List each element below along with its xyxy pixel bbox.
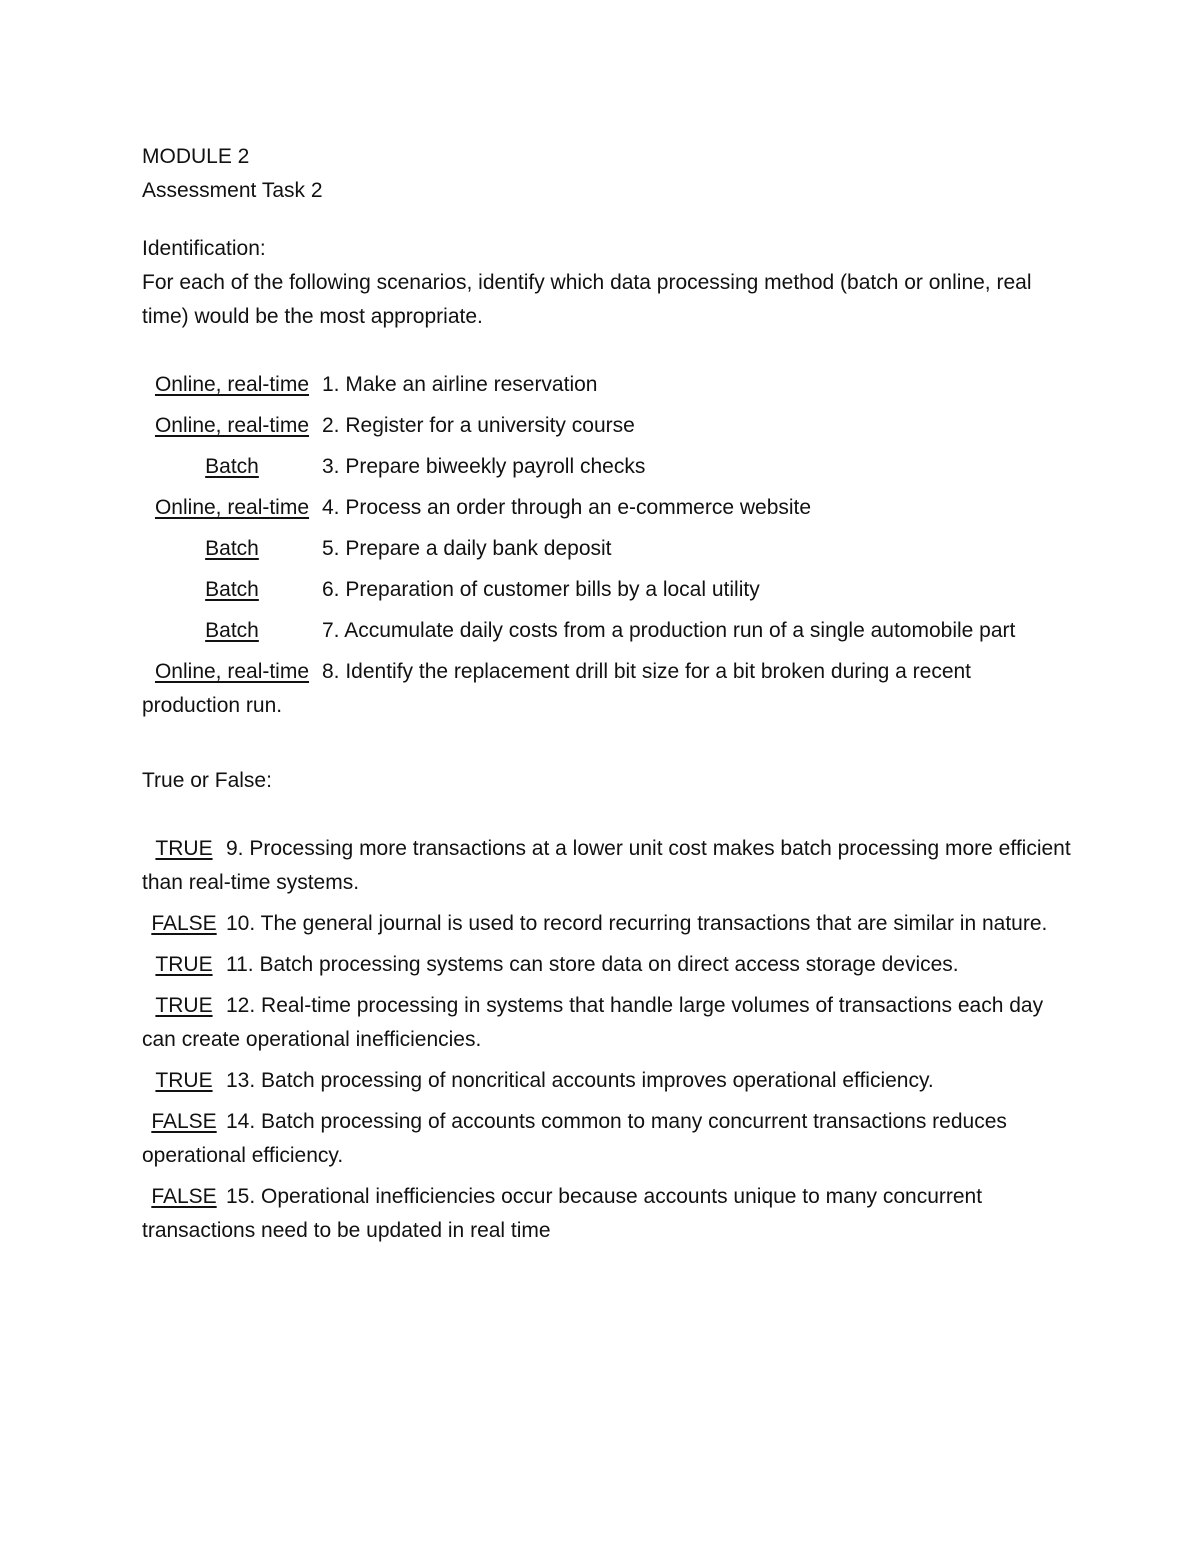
module-title: MODULE 2 xyxy=(142,145,250,168)
answer-blank: Online, real-time xyxy=(154,414,310,437)
answer-blank: Online, real-time xyxy=(154,373,310,396)
true-false-item-12 xyxy=(142,989,1072,1057)
item-text: 12. Real-time processing in systems that handle large volumes of transactions each day can create operational inefficiencies. xyxy=(142,994,1044,1051)
item-text: 7. Accumulate daily costs from a production run of a single automobile part xyxy=(322,619,1016,642)
answer-blank: Online, real-time xyxy=(154,496,310,519)
answer-blank: Batch xyxy=(205,578,259,601)
item-text: 13. Batch processing of noncritical accounts improves operational efficiency. xyxy=(226,1069,934,1092)
identification-item-4 xyxy=(142,491,1072,525)
identification-item-8 xyxy=(142,655,1072,723)
true-false-item-13 xyxy=(142,1064,1072,1098)
true-false-heading: True or False: xyxy=(142,769,272,792)
true-false-item-10 xyxy=(142,907,1072,941)
identification-list xyxy=(142,368,1072,723)
answer-blank: FALSE xyxy=(151,1185,217,1208)
identification-instructions: For each of the following scenarios, identify which data processing method (batch or online, real time) would be the most appropriate. xyxy=(142,271,1032,328)
item-text: 2. Register for a university course xyxy=(322,414,635,437)
item-text: 4. Process an order through an e-commerce website xyxy=(322,496,812,519)
item-text: 15. Operational inefficiencies occur because accounts unique to many concurrent transactions need to be updated in real time xyxy=(142,1185,983,1242)
answer-blank: TRUE xyxy=(155,994,213,1017)
answer-blank: TRUE xyxy=(155,837,213,860)
identification-heading: Identification: xyxy=(142,237,266,260)
identification-item-2 xyxy=(142,409,1072,443)
answer-blank: Batch xyxy=(205,455,259,478)
identification-item-3 xyxy=(142,450,1072,484)
true-false-item-9 xyxy=(142,832,1072,900)
identification-item-6 xyxy=(142,573,1072,607)
true-false-item-14 xyxy=(142,1105,1072,1173)
item-text: 8. Identify the replacement drill bit size for a bit broken during a recent production run. xyxy=(142,660,972,717)
item-text: 10. The general journal is used to record recurring transactions that are similar in nature. xyxy=(226,912,1048,935)
document-page xyxy=(142,140,1072,1255)
item-text: 1. Make an airline reservation xyxy=(322,373,598,396)
answer-blank: Batch xyxy=(205,537,259,560)
item-text: 9. Processing more transactions at a lower unit cost makes batch processing more efficient than real-time systems. xyxy=(142,837,1071,894)
identification-item-1 xyxy=(142,368,1072,402)
answer-blank: FALSE xyxy=(151,912,217,935)
item-text: 14. Batch processing of accounts common to many concurrent transactions reduces operational efficiency. xyxy=(142,1110,1007,1167)
true-false-item-11 xyxy=(142,948,1072,982)
true-false-list xyxy=(142,832,1072,1248)
item-text: 6. Preparation of customer bills by a local utility xyxy=(322,578,760,601)
answer-blank: TRUE xyxy=(155,1069,213,1092)
answer-blank: FALSE xyxy=(151,1110,217,1133)
item-text: 3. Prepare biweekly payroll checks xyxy=(322,455,646,478)
answer-blank: TRUE xyxy=(155,953,213,976)
item-text: 5. Prepare a daily bank deposit xyxy=(322,537,612,560)
identification-item-5 xyxy=(142,532,1072,566)
task-title: Assessment Task 2 xyxy=(142,179,323,202)
answer-blank: Batch xyxy=(205,619,259,642)
item-text: 11. Batch processing systems can store data on direct access storage devices. xyxy=(226,953,959,976)
answer-blank: Online, real-time xyxy=(154,660,310,683)
true-false-item-15 xyxy=(142,1180,1072,1248)
identification-item-7 xyxy=(142,614,1072,648)
